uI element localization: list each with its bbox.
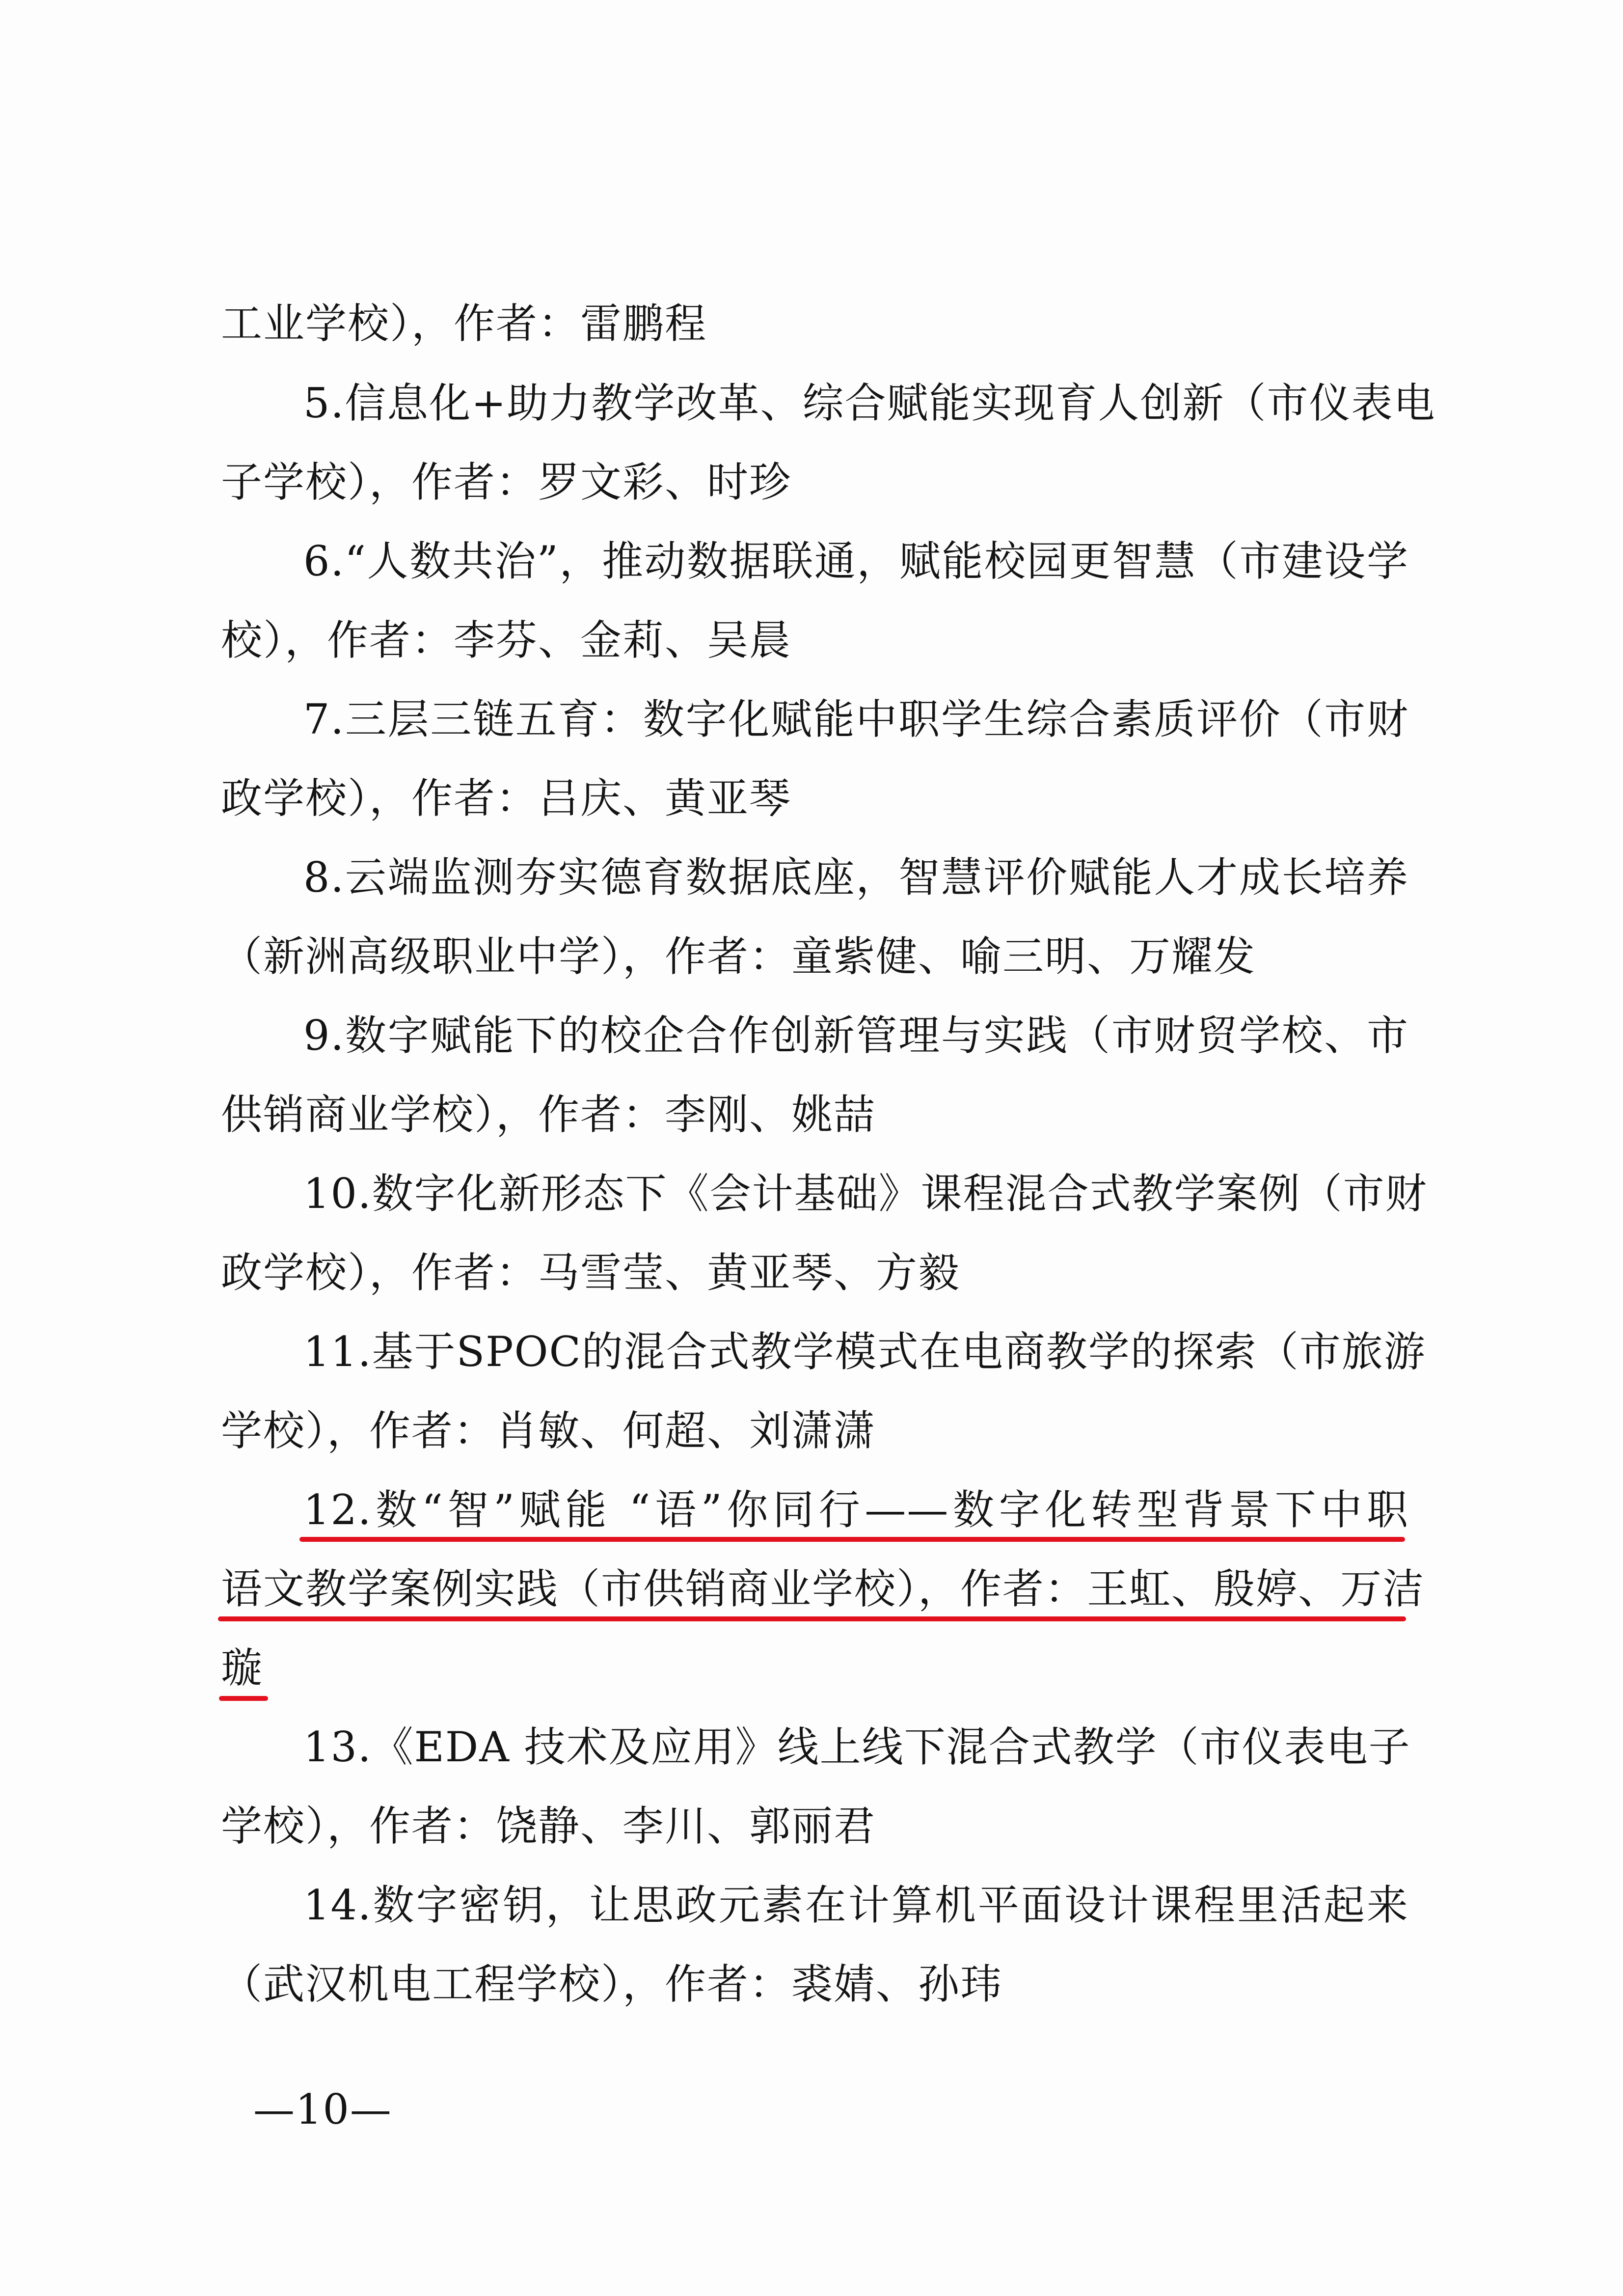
entry-5-line-1: 5.信息化+助力教学改革、综合赋能实现育人创新（市仪表电 (303, 379, 1436, 427)
entry-9-line-1: 9.数字赋能下的校企合作创新管理与实践（市财贸学校、市 (303, 1011, 1409, 1060)
entry-6-line-2: 校），作者：李芬、金莉、吴晨 (221, 616, 792, 664)
entry-12-line-2: 语文教学案例实践（市供销商业学校），作者：王虹、殷婷、万洁 (221, 1565, 1425, 1613)
entry-8-line-2: （新洲高级职业中学），作者：童紫健、喻三明、万耀发 (221, 932, 1256, 981)
entry-8-line-1: 8.云端监测夯实德育数据底座，智慧评价赋能人才成长培养 (303, 853, 1409, 902)
entry-6-line-1: 6.“人数共治”，推动数据联通，赋能校园更智慧（市建设学 (303, 537, 1409, 585)
entry-11-line-2: 学校），作者：肖敏、何超、刘潇潇 (221, 1407, 876, 1455)
entry-13-line-1: 13.《EDA 技术及应用》线上线下混合式教学（市仪表电子 (303, 1723, 1411, 1771)
entry-10-line-2: 政学校），作者：马雪莹、黄亚琴、方毅 (221, 1249, 961, 1297)
entry-10-line-1: 10.数字化新形态下《会计基础》课程混合式教学案例（市财 (303, 1170, 1428, 1218)
red-underline-3 (219, 1696, 268, 1701)
entry-11-line-1: 11.基于SPOC的混合式教学模式在电商教学的探索（市旅游 (303, 1328, 1426, 1376)
entry-7-line-1: 7.三层三链五育：数字化赋能中职学生综合素质评价（市财 (303, 695, 1409, 743)
red-underline-1 (299, 1537, 1405, 1542)
entry-12-line-3: 璇 (221, 1644, 264, 1692)
entry-12-line-1: 12.数“智”赋能 “语”你同行——数字化转型背景下中职 (303, 1486, 1409, 1534)
page-number: —10— (253, 2085, 392, 2133)
entry-7-line-2: 政学校），作者：吕庆、黄亚琴 (221, 774, 792, 822)
red-underline-2 (218, 1616, 1406, 1621)
entry-14-line-2: （武汉机电工程学校），作者：裘婧、孙玮 (221, 1960, 1003, 2008)
entry-5-line-2: 子学校），作者：罗文彩、时珍 (221, 458, 792, 506)
entry-14-line-1: 14.数字密钥，让思政元素在计算机平面设计课程里活起来 (303, 1881, 1409, 1929)
entry-9-line-2: 供销商业学校），作者：李刚、姚喆 (221, 1091, 876, 1139)
entry-4-tail-line: 工业学校），作者：雷鹏程 (221, 300, 707, 348)
entry-13-line-2: 学校），作者：饶静、李川、郭丽君 (221, 1802, 876, 1850)
